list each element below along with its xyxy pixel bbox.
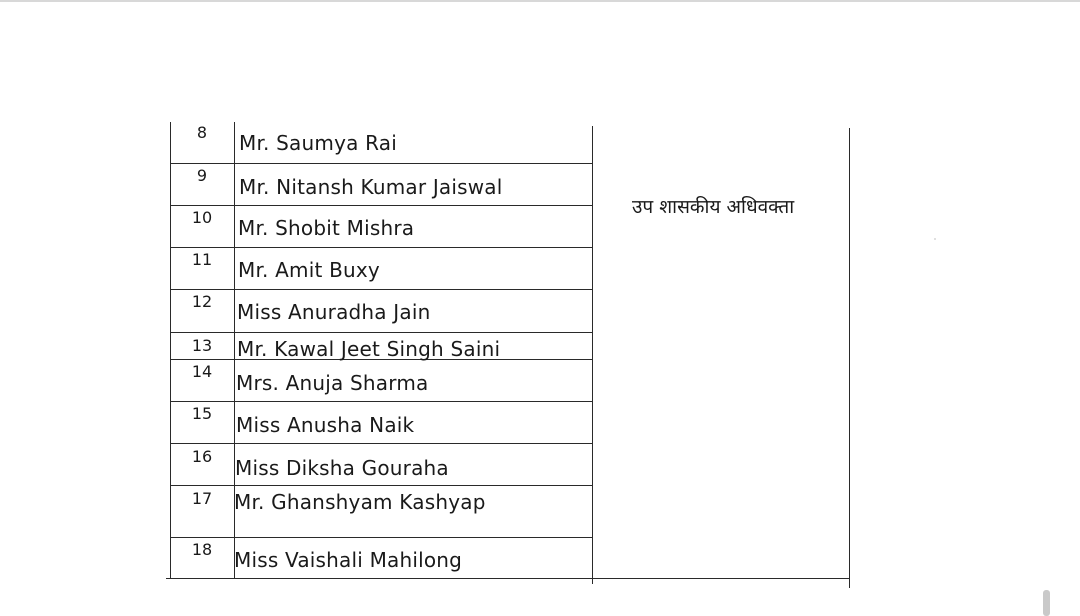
table-border-bottom [166,578,850,579]
advocate-name: Mr. Saumya Rai [239,131,397,155]
serial-number: 11 [191,250,213,269]
advocate-name: Mrs. Anuja Sharma [236,371,429,395]
serial-number: 12 [191,292,213,311]
row-divider [170,289,592,290]
advocate-name: Mr. Shobit Mishra [238,216,415,240]
serial-number: 15 [191,404,213,423]
row-divider [170,163,592,164]
serial-number: 8 [196,123,208,142]
serial-number: 13 [191,336,213,355]
advocate-name: Miss Anuradha Jain [237,300,431,324]
row-divider [170,332,592,333]
advocate-name: Miss Vaishali Mahilong [234,548,463,572]
row-divider [170,485,592,486]
row-divider [170,205,592,206]
page-top-edge [0,0,1080,2]
table-divider-name [592,126,593,584]
advocate-name: Mr. Ghanshyam Kashyap [234,490,486,514]
serial-number: 14 [191,362,213,381]
serial-number: 10 [191,208,213,227]
serial-number: 16 [191,447,213,466]
table-border-right [849,128,850,588]
row-divider [170,537,592,538]
serial-number: 17 [191,489,213,508]
serial-number: 9 [196,166,208,185]
advocate-name: Miss Diksha Gouraha [235,456,449,480]
designation-cell: उप शासकीय अधिवक्ता [632,196,795,218]
row-divider [170,443,592,444]
advocate-name: Miss Anusha Naik [236,413,415,437]
row-divider [170,247,592,248]
advocate-name: Mr. Amit Buxy [238,258,380,282]
scan-speck [934,238,936,240]
serial-number: 18 [191,540,213,559]
advocate-name: Mr. Kawal Jeet Singh Saini [237,337,501,361]
table-border-left [170,122,171,579]
advocate-name: Mr. Nitansh Kumar Jaiswal [239,175,503,199]
scrollbar-thumb[interactable] [1043,590,1050,616]
row-divider [170,401,592,402]
